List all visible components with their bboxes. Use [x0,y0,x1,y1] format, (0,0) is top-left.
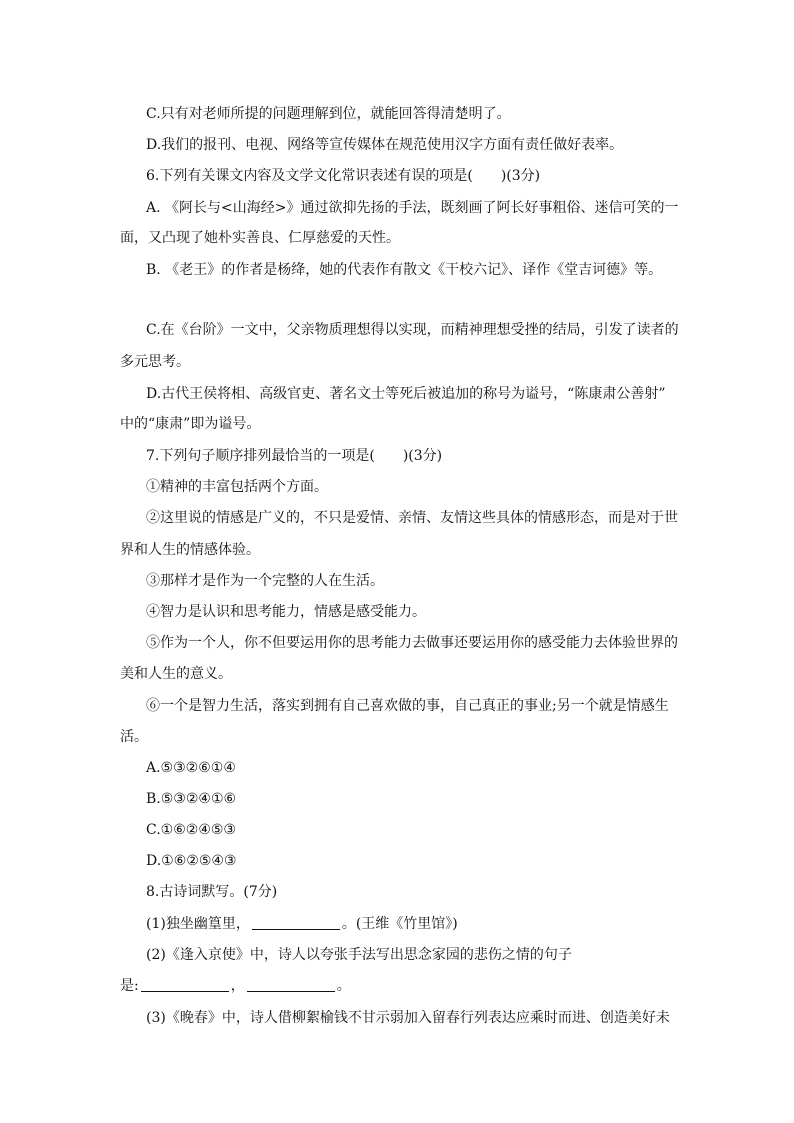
q7-option-a: A.⑤③②⑥①④ [146,760,236,776]
q7-sentence-1: ①精神的丰富包括两个方面。 [146,479,328,495]
q8-item-2-line1: (2)《逢入京使》中，诗人以夸张手法写出思念家园的悲伤之情的句子 [146,947,572,963]
q7-sentence-5-line1: ⑤作为一个人，你不但要运用你的思考能力去做事还要运用你的感受能力去体验世界的 [146,635,678,651]
q6-option-c-line1: C.在《台阶》一文中，父亲物质理想得以实现，而精神理想受挫的结局，引发了读者的 [146,322,679,338]
q7-option-d: D.①⑥②⑤④③ [146,853,237,869]
q6-option-c-line2: 多元思考。 [120,354,190,370]
q7-sentence-3: ③那样才是作为一个完整的人在生活。 [146,573,384,589]
q6-option-a-line1: A. 《阿长与<山海经>》通过欲抑先扬的手法，既刻画了阿长好事粗俗、迷信可笑的一 [146,200,679,216]
q8-item-2-separator: ， [230,978,245,994]
q5-option-d: D.我们的报刊、电视、网络等宣传媒体在规范使用汉字方面有责任做好表率。 [146,137,624,153]
q8-item-2-blank-1[interactable] [141,977,229,992]
q8-item-2-suffix: 。 [336,978,351,994]
q8-item-1-prefix: (1)独坐幽篁里， [146,916,250,932]
q7-option-c: C.①⑥②④⑤③ [146,822,236,838]
q7-sentence-6-line1: ⑥一个是智力生活，落实到拥有自己喜欢做的事，自己真正的事业;另一个就是情感生 [146,698,669,714]
q8-item-2-blank-2[interactable] [247,977,335,992]
q5-option-c: C.只有对老师所提的问题理解到位，就能回答得清楚明了。 [146,106,511,122]
q7-sentence-6-line2: 活。 [120,729,148,745]
q8-item-2-line2 [120,976,351,996]
q7-sentence-2-line1: ②这里说的情感是广义的，不只是爱情、亲情、友情这些具体的情感形态，而是对于世 [146,510,678,526]
q6-option-d-line2: 中的“康肃”即为谥号。 [120,416,261,432]
q8-stem: 8.古诗词默写。(7分) [146,884,278,900]
q6-option-a-line2: 面，又凸现了她朴实善良、仁厚慈爱的天性。 [120,230,400,246]
q6-stem: 6.下列有关课文内容及文学文化常识表述有误的项是( )(3分) [146,168,541,184]
q7-option-b: B.⑤③②④①⑥ [146,791,237,807]
q8-item-1 [146,914,458,934]
q7-sentence-5-line2: 美和人生的意义。 [120,666,232,682]
q7-stem: 7.下列句子顺序排列最恰当的一项是( )(3分) [146,448,443,464]
q8-item-2-prefix: 是: [120,978,139,994]
q7-sentence-4: ④智力是认识和思考能力，情感是感受能力。 [146,604,426,620]
q8-item-3-line1: (3)《晚春》中，诗人借柳絮榆钱不甘示弱加入留春行列表达应乘时而进、创造美好未 [146,1010,670,1026]
q6-option-b: B. 《老王》的作者是杨绛，她的代表作有散文《干校六记》、译作《堂吉诃德》等。 [146,262,663,278]
q8-item-1-blank[interactable] [252,915,340,930]
q7-sentence-2-line2: 界和人生的情感体验。 [120,542,260,558]
q8-item-1-suffix: 。(王维《竹里馆》) [341,916,458,932]
q6-option-d-line1: D.古代王侯将相、高级官吏、著名文士等死后被追加的称号为谥号，“陈康肃公善射” [146,386,666,402]
